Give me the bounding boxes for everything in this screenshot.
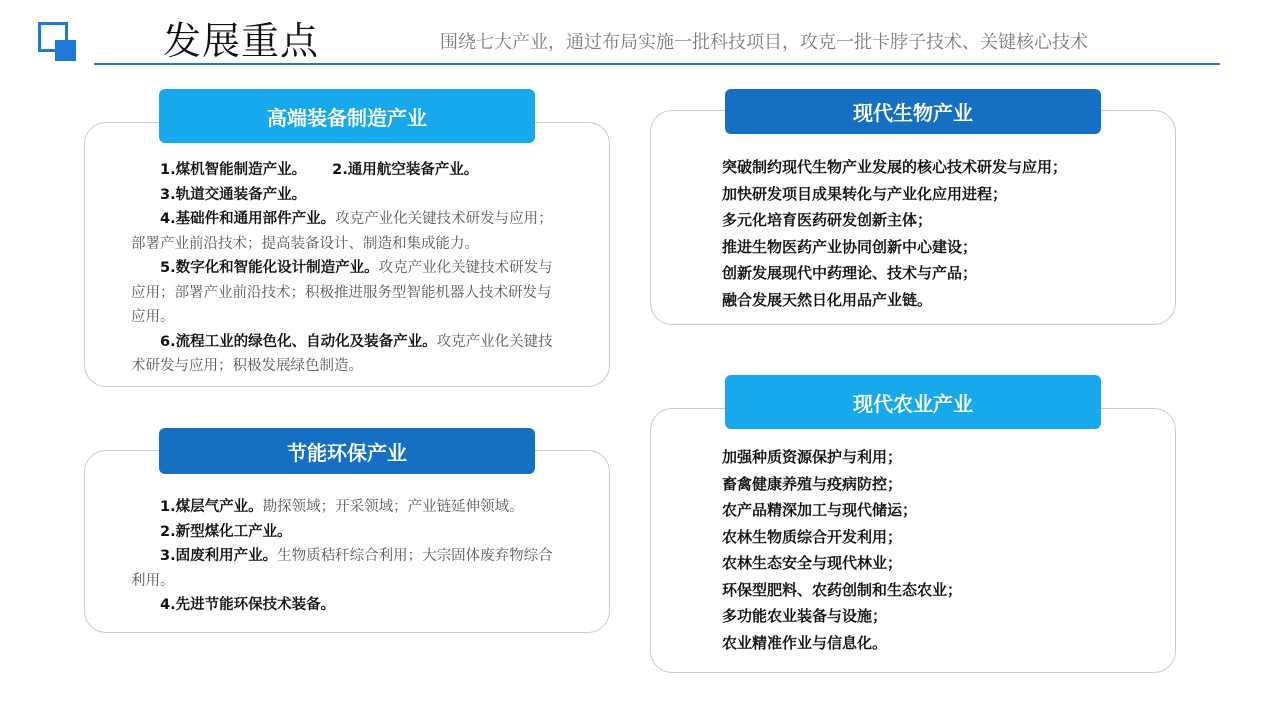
high-end-item-3-head: 3.轨道交通装备产业。 [160, 186, 307, 203]
energy-item-2-head: 2.新型煤化工产业。 [160, 523, 292, 540]
agri-item-2: 畜禽健康养殖与疫病防控； [722, 474, 903, 493]
agri-list [722, 444, 962, 656]
high-end-item-4-body: 攻克产业化关键技术研发与应用；部署产业前沿技术；提高装备设计、制造和集成能力。 [131, 211, 553, 252]
energy-item-2 [131, 520, 561, 545]
high-end-item-5-body: 攻克产业化关键技术研发与应用；部署产业前沿技术；积极推进服务型智能机器人技术研发与应用。 [131, 260, 553, 325]
high-end-item-1-2 [131, 158, 561, 183]
energy-item-1-head: 1.煤层气产业。 [160, 499, 263, 515]
high-end-item-6-head: 6.流程工业的绿色化、自动化及装备产业。 [160, 333, 437, 350]
page-subtitle: 围绕七大产业，通过布局实施一批科技项目，攻克一批卡脖子技术、关键核心技术 [440, 32, 1088, 53]
energy-item-1-body: 勘探领域；开采领域；产业链延伸领域。 [262, 499, 524, 515]
high-end-item-2: 2.通用航空装备产业。 [332, 162, 479, 178]
bio-item-5: 创新发展现代中药理论、技术与产品； [722, 264, 978, 282]
high-end-item-4-head: 4.基础件和通用部件产业。 [160, 211, 336, 227]
page-title: 发展重点 [163, 19, 320, 63]
high-end-item-3 [131, 183, 561, 208]
energy-item-3 [131, 544, 561, 593]
energy-content [131, 495, 561, 618]
high-end-item-5 [131, 256, 561, 330]
energy-item-3-body: 生物质秸秆综合利用；大宗固体废弃物综合利用。 [131, 548, 553, 589]
agri-item-1: 加强种质资源保护与利用； [722, 448, 903, 466]
high-end-tab: 高端装备制造产业 [159, 89, 535, 143]
bio-item-3: 多元化培育医药研发创新主体； [722, 211, 933, 229]
agri-tab: 现代农业产业 [725, 375, 1101, 429]
agri-item-3: 农产品精深加工与现代储运； [722, 501, 918, 519]
energy-tab: 节能环保产业 [159, 428, 535, 474]
high-end-item-4 [131, 207, 561, 256]
high-end-item-1: 1.煤机智能制造产业。 [160, 162, 307, 178]
agri-item-6: 环保型肥料、农药创制和生态农业； [722, 580, 963, 599]
agri-item-8: 农业精准作业与信息化。 [722, 633, 888, 652]
logo-inner-square [55, 40, 76, 61]
agri-item-4: 农林生物质综合开发利用； [722, 527, 903, 546]
bio-tab: 现代生物产业 [725, 89, 1101, 134]
logo-icon [38, 22, 78, 62]
bio-list [722, 154, 1067, 313]
high-end-item-6-body: 攻克产业化关键技术研发与应用；积极发展绿色制造。 [131, 333, 553, 374]
energy-item-3-head: 3.固废利用产业。 [160, 548, 278, 564]
high-end-content [131, 158, 561, 379]
bio-item-2: 加快研发项目成果转化与产业化应用进程； [722, 184, 1008, 203]
agri-item-7: 多功能农业装备与设施； [722, 607, 888, 625]
high-end-item-6 [131, 330, 561, 379]
bio-item-1: 突破制约现代生物产业发展的核心技术研发与应用； [722, 158, 1068, 176]
energy-item-4-head: 4.先进节能环保技术装备。 [160, 597, 336, 613]
energy-item-4 [131, 593, 561, 618]
energy-item-1 [131, 495, 561, 520]
bio-item-4: 推进生物医药产业协同创新中心建设； [722, 237, 978, 256]
header-divider [94, 63, 1220, 65]
agri-item-5: 农林生态安全与现代林业； [722, 554, 903, 572]
high-end-item-5-head: 5.数字化和智能化设计制造产业。 [160, 260, 379, 276]
bio-item-6: 融合发展天然日化用品产业链。 [722, 290, 933, 309]
